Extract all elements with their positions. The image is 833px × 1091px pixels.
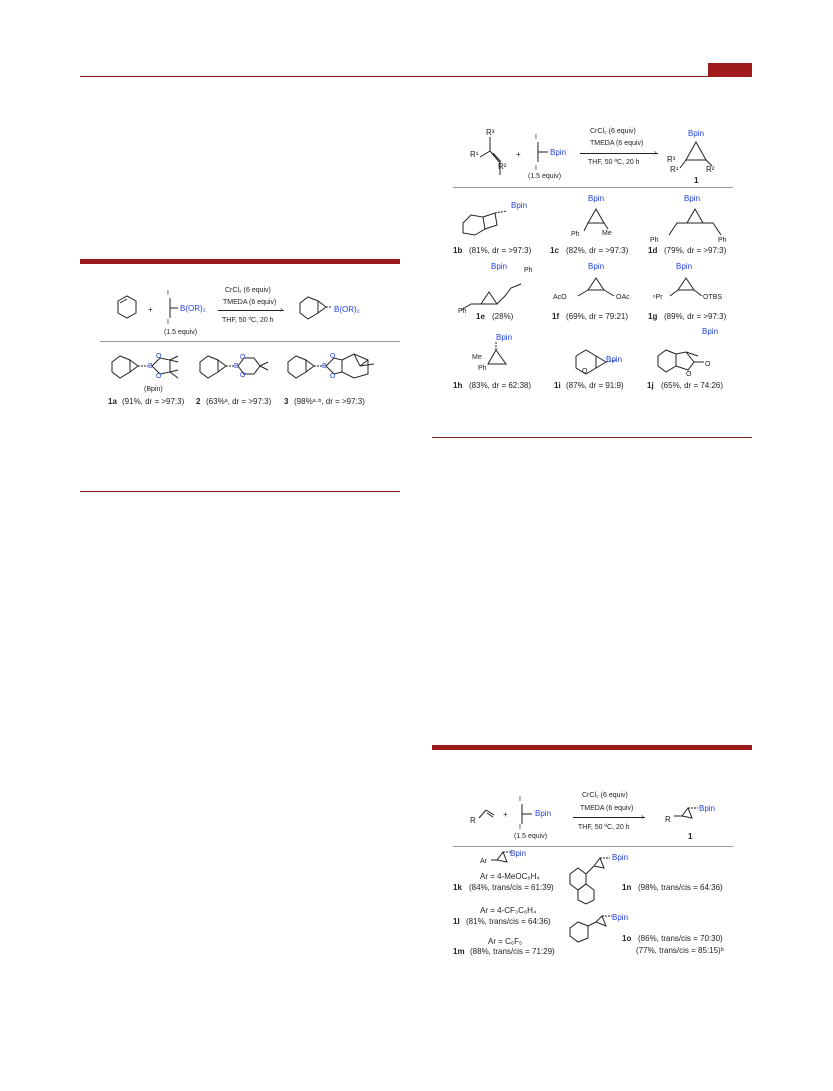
oxygen-ring-1j: O [686,371,692,378]
scheme-left-divider [100,341,400,342]
reagent-iodo-left-1: I [167,290,169,297]
ar-value-1m: C₆F₅ [505,937,523,946]
result2-1o: (77%, trans/cis = 85:15)ᵇ [636,946,724,955]
bpin-1i: Bpin [606,355,623,364]
ar-1m [488,937,522,947]
atom-2-b: B [234,363,239,370]
structure-1b [455,205,515,245]
structure-1c [578,205,618,235]
label-1h: 1h [453,381,463,390]
atom-2-o1: O [240,354,246,361]
structure-1h [478,340,518,380]
reaction-arrow-left [218,310,284,311]
reagent-iodo-left-2: I [167,319,169,326]
plus-sign-bottom: + [503,810,508,819]
product-bpin-bottom: Bpin [699,804,716,813]
conditions-left-3: THF, 50 ºC, 20 h [222,317,274,324]
result-3: (98%ᵃ·ᵇ, dr = >97:3) [294,397,365,406]
bpin-1g: Bpin [676,262,693,271]
product-number: 1 [694,176,699,185]
sub2-1d: Ph [718,237,727,244]
conditions-bottom-1: CrCl₂ (6 equiv) [582,792,628,799]
sub2-1g: OTBS [703,294,723,301]
bpin-1e: Bpin [491,262,508,271]
result-1d: (79%, dr = >97:3) [664,246,727,255]
header-rule [80,76,752,77]
reagent-equiv-bottom: (1.5 equiv) [514,833,548,840]
label-1l: 1l [453,917,460,926]
reagent-bpin-bottom: Bpin [535,809,552,818]
sub1-1h: Me [472,354,482,361]
reagent-iodo-1: I [535,134,537,141]
left-column-rule [80,491,400,492]
result-1m: (88%, trans/cis = 71:29) [470,947,555,956]
plus-sign: + [516,150,521,159]
reactant-r2: R² [498,162,507,171]
conditions-bottom-2: TMEDA (6 equiv) [580,805,634,812]
scheme-top-right-divider [453,187,733,188]
arrow-head-bottom: › [641,812,644,821]
ar-value-1k: 4-MeOC₆H₄ [497,872,540,881]
sub2-1h: Ph [478,365,487,372]
conditions-line-1: CrCl₂ (6 equiv) [590,128,636,135]
product-r1: R¹ [670,165,679,174]
label-1n: 1n [622,883,632,892]
note-1a: (Bpin) [144,386,163,393]
result-1b: (81%, dr = >97:3) [469,246,532,255]
bpin-1j: Bpin [702,327,719,336]
ar-1k [480,872,540,882]
reagent-iodo-bottom-2: I [519,824,521,831]
sub2-1f: OAc [616,294,630,301]
scheme-bottom-divider [453,846,733,847]
ar-1l [480,906,536,916]
label-1m: 1m [453,947,465,956]
product-r3: R³ [667,155,676,164]
bpin-1n: Bpin [612,853,629,862]
label-1j: 1j [647,381,654,390]
atom-3-o2: O [330,373,336,380]
bpin-1o: Bpin [612,913,629,922]
result-2: (63%ᵃ, dr = >97:3) [206,397,272,406]
result-1k: (84%, trans/cis = 61:39) [469,883,554,892]
right-column-rule-1 [432,437,752,438]
ar-prefix-1l: Ar = [480,906,498,915]
bpin-1c: Bpin [588,194,605,203]
ar-label: Ar [480,858,487,865]
product-bottom-structure [672,804,702,824]
ar-prefix-1m: Ar = [488,937,506,946]
bpin-1b: Bpin [511,201,528,210]
product-r2: R² [706,165,715,174]
reactant-r3: R³ [486,128,495,137]
result-1g: (89%, dr = >97:3) [664,312,727,321]
reactant-r-bottom: R [470,816,476,825]
reagent-iodo-bottom-1: I [519,796,521,803]
bpin-1d: Bpin [684,194,701,203]
bottom-right-scheme-top-bar [432,745,752,750]
reaction-arrow [580,153,658,154]
reactant-r1: R¹ [470,150,479,159]
product-left-label: B(OR)₂ [334,305,360,314]
conditions-left-2: TMEDA (6 equiv) [223,299,277,306]
left-scheme-top-bar [80,259,400,264]
sub1-1e: Ph [458,308,467,315]
product-bpin: Bpin [688,129,705,138]
conditions-line-2: TMEDA (6 equiv) [590,140,644,147]
atom-2-o2: O [240,372,246,379]
label-1i: 1i [554,381,561,390]
cyclohexene-reactant [112,293,142,327]
arrow-head-left: › [280,305,283,314]
result-1j: (65%, dr = 74:26) [661,381,724,390]
reagent-bpin: Bpin [550,148,567,157]
reagent-iodo-2: I [535,165,537,172]
header-page-tab [708,63,752,77]
product-left-structure [296,293,336,327]
result-1e: (28%) [492,312,514,321]
label-1a: 1a [108,397,117,406]
arrow-head: › [654,148,657,157]
result-1i: (87%, dr = 91:9) [566,381,624,390]
product-number-bottom: 1 [688,832,693,841]
result-1n: (98%, trans/cis = 64:36) [638,883,723,892]
label-3: 3 [284,397,289,406]
conditions-line-3: THF, 50 ºC, 20 h [588,159,640,166]
reagent-equiv: (1.5 equiv) [528,173,562,180]
result-1f: (69%, dr = 79:21) [566,312,629,321]
label-1k: 1k [453,883,462,892]
result-1c: (82%, dr = >97:3) [566,246,629,255]
bpin-1f: Bpin [588,262,605,271]
alkene-bottom-structure [477,806,497,822]
label-1c: 1c [550,246,559,255]
plus-sign-left: + [148,305,153,314]
label-1d: 1d [648,246,658,255]
product-r-bottom: R [665,815,671,824]
result-1a: (91%, dr = >97:3) [122,397,185,406]
label-1g: 1g [648,312,658,321]
atom-1a-o2: O [156,373,162,380]
conditions-left-1: CrCl₂ (6 equiv) [225,287,271,294]
reagent-boron-left: B(OR)₂ [180,304,206,313]
label-1e: 1e [476,312,485,321]
atom-1a-o1: O [156,353,162,360]
result-1o: (86%, trans/cis = 70:30) [638,934,723,943]
oxygen-1i: O [582,368,588,375]
reaction-arrow-bottom [573,817,645,818]
result-1l: (81%, trans/cis = 64:36) [466,917,551,926]
label-1f: 1f [552,312,560,321]
sub1-1d: Ph [650,237,659,244]
ar-prefix-1k: Ar = [480,872,498,881]
bpin-aryl: Bpin [510,849,527,858]
atom-1a-b: B [148,363,153,370]
sub1-1c: Ph [571,231,580,238]
label-1b: 1b [453,246,463,255]
sub1-1g: ⁿPr [653,294,663,301]
atom-3-b: B [322,363,327,370]
bpin-1h: Bpin [496,333,513,342]
result-1h: (83%, dr = 62:38) [469,381,532,390]
reagent-equiv-left: (1.5 equiv) [164,329,198,336]
sub1-1f: AcO [553,294,567,301]
label-2: 2 [196,397,201,406]
label-1o: 1o [622,934,632,943]
oxygen-carbonyl-1j: O [705,361,711,368]
conditions-bottom-3: THF, 50 ºC, 20 h [578,824,630,831]
atom-3-o1: O [330,353,336,360]
ar-value-1l: 4-CF₃C₆H₄ [497,906,537,915]
sub2-1e: Ph [524,267,533,274]
sub2-1c: Me [602,230,612,237]
